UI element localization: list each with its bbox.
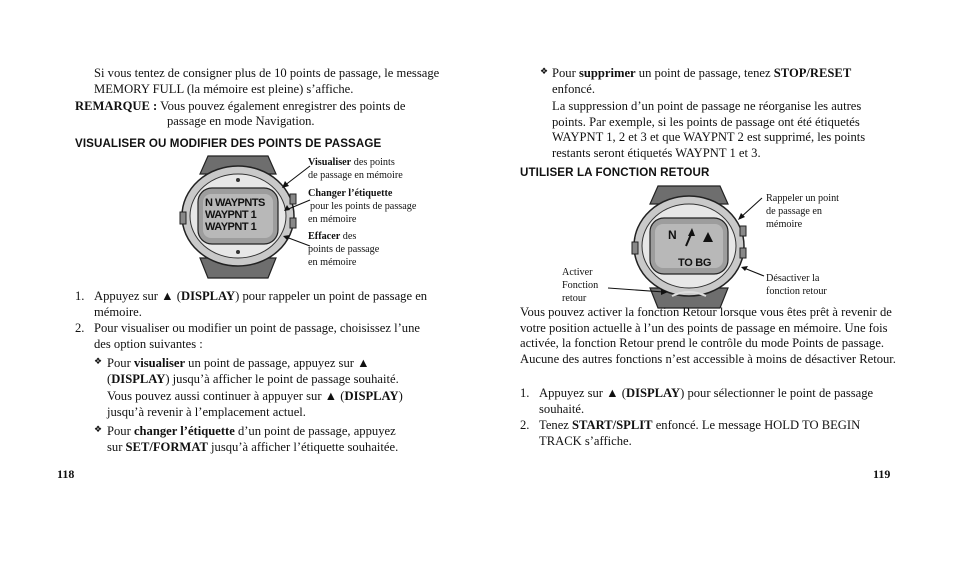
bullet-icon: ❖ bbox=[94, 356, 103, 366]
remarque-text-2: passage en mode Navigation. bbox=[167, 114, 315, 128]
watch-display-line-1: N WAYPNTS bbox=[205, 197, 265, 209]
callout-activer-line: Fonction bbox=[562, 280, 599, 291]
callout-rappeler-line: Rappeler un point bbox=[766, 193, 839, 204]
list-item-1-bold: DISPLAY bbox=[625, 386, 681, 400]
remarque-note bbox=[75, 99, 455, 115]
callout-effacer-rest-3: en mémoire bbox=[308, 257, 357, 268]
list-number-1: 1. bbox=[75, 289, 85, 303]
callout-rappeler bbox=[766, 192, 839, 231]
callout-changer-rest-2: en mémoire bbox=[308, 214, 357, 225]
bullet-visualiser bbox=[107, 356, 447, 387]
suppression-paragraph: La suppression d’un point de passage ne réorganise les autres points. Par exemple, si les points de passage ont été étiquetés WAYPNT 1, 2 et 3 et que WAYPNT 2 est supprimé, les points restants seront étiquetés WAYPNT 1 et 3. bbox=[552, 99, 866, 160]
callout-activer-line: Activer bbox=[562, 267, 593, 278]
remarque-label: REMARQUE : bbox=[75, 99, 158, 113]
list-item-1-b: ) pour sélectionner le point de passage souhaité. bbox=[539, 386, 874, 416]
bullet-changer bbox=[107, 424, 452, 455]
retour-paragraph: Vous pouvez activer la fonction Retour lorsque vous êtes prêt à revenir de votre position actuelle à l’un des points de passage en mémoire. Une fois activée, la fonction Retour prend le contrôle du mode Points de passage. Aucune des autres fonctions n’est accessible à moins de désactiver Retour. bbox=[520, 305, 896, 366]
bullet-changer-c: sur bbox=[107, 439, 126, 454]
continue-b: ) bbox=[398, 389, 403, 403]
list-item-1-a: Appuyez sur ▲ ( bbox=[539, 386, 626, 400]
watch-display-waypoints bbox=[205, 197, 265, 233]
list-item-1-a: Appuyez sur ▲ ( bbox=[94, 289, 181, 303]
watch-display-to-bg: TO BG bbox=[678, 257, 712, 269]
callout-arrows-right bbox=[604, 196, 774, 306]
callout-effacer-bold: Effacer bbox=[308, 231, 341, 242]
bullet-changer-c-bold: SET/FORMAT bbox=[125, 439, 208, 454]
callout-visualiser-rest-1: des points bbox=[351, 157, 395, 168]
intro-paragraph: Si vous tentez de consigner plus de 10 points de passage, le message MEMORY FULL (la mémoire est pleine) s’affiche. bbox=[94, 66, 440, 96]
bullet-supprimer-b: un point de passage, tenez bbox=[635, 66, 774, 80]
page-number-left: 118 bbox=[57, 467, 75, 481]
callout-visualiser-bold: Visualiser bbox=[308, 157, 352, 168]
bullet-supprimer-a: Pour bbox=[552, 66, 579, 80]
bullet-visualiser-bold: visualiser bbox=[133, 356, 186, 370]
bullet-changer-d: jusqu’à afficher l’étiquette souhaitée. bbox=[207, 439, 399, 454]
callout-activer bbox=[562, 266, 598, 305]
callout-effacer-rest-1: des bbox=[340, 231, 357, 242]
continue-c: jusqu’à revenir à l’emplacement actuel. bbox=[107, 404, 306, 419]
list-item-1 bbox=[94, 289, 456, 320]
bullet-changer-a: Pour bbox=[107, 424, 134, 438]
list-item-1-b: ) pour rappeler un point de passage en mémoire. bbox=[94, 289, 428, 319]
list-number-1: 1. bbox=[520, 386, 530, 400]
section-heading-visualiser: VISUALISER OU MODIFIER DES POINTS DE PASSAGE bbox=[75, 137, 382, 150]
bullet-visualiser-c-post: ) jusqu’à afficher le point de passage souhaité. bbox=[165, 371, 399, 386]
callout-changer-rest-1: pour les points de passage bbox=[310, 201, 417, 212]
bullet-supprimer-bold2: STOP/RESET bbox=[773, 66, 852, 80]
bullet-icon: ❖ bbox=[540, 66, 549, 76]
bullet-visualiser-c-bold: DISPLAY bbox=[111, 371, 166, 386]
callout-visualiser-rest-2: de passage en mémoire bbox=[308, 170, 403, 181]
bullet-icon: ❖ bbox=[94, 424, 103, 434]
continue-a: Vous pouvez aussi continuer à appuyer sur ▲ ( bbox=[107, 389, 345, 403]
callout-changer-bold: Changer l’étiquette bbox=[308, 188, 393, 199]
list-item-2 bbox=[539, 418, 899, 449]
bullet-supprimer-bold: supprimer bbox=[578, 66, 636, 80]
list-number-2: 2. bbox=[520, 418, 530, 432]
list-item-2-b: enfoncé. Le message HOLD TO BEGIN TRACK s’affiche. bbox=[539, 418, 861, 448]
watch-display-n: N bbox=[668, 228, 677, 242]
callout-effacer bbox=[308, 230, 379, 269]
callout-activer-line: retour bbox=[562, 293, 587, 304]
callout-desactiver bbox=[766, 272, 827, 298]
bullet-supprimer-c: enfoncé. bbox=[552, 81, 596, 96]
watch-display-line-2: WAYPNT 1 bbox=[205, 209, 257, 221]
bullet-visualiser-c-pre: ( bbox=[107, 371, 112, 386]
list-number-2: 2. bbox=[75, 321, 85, 335]
bullet-changer-b: d’un point de passage, appuyez bbox=[234, 424, 396, 438]
callout-effacer-rest-2: points de passage bbox=[308, 244, 380, 255]
continue-bold: DISPLAY bbox=[344, 389, 399, 403]
watch-display-line-3: WAYPNT 1 bbox=[205, 221, 257, 233]
list-item-1-bold: DISPLAY bbox=[180, 289, 236, 303]
section-heading-retour: UTILISER LA FONCTION RETOUR bbox=[520, 166, 710, 179]
list-item-1 bbox=[539, 386, 879, 417]
list-item-2-a: Tenez bbox=[539, 418, 573, 432]
remarque-text-1: Vous pouvez également enregistrer des points de bbox=[160, 99, 406, 113]
bullet-changer-bold: changer l’étiquette bbox=[133, 424, 235, 438]
bullet-visualiser-a: Pour bbox=[107, 356, 134, 370]
callout-rappeler-line: de passage en bbox=[766, 206, 823, 217]
list-item-2: Pour visualiser ou modifier un point de passage, choisissez l’une des option suivantes : bbox=[94, 321, 420, 351]
continue-paragraph bbox=[107, 389, 452, 420]
bullet-visualiser-b: un point de passage, appuyez sur ▲ bbox=[185, 356, 370, 370]
callout-visualiser bbox=[308, 156, 403, 182]
callout-desactiver-line: Désactiver la bbox=[766, 273, 820, 284]
callout-changer bbox=[308, 187, 416, 226]
page-number-right: 119 bbox=[873, 467, 891, 481]
bullet-supprimer bbox=[552, 66, 897, 97]
list-item-2-bold: START/SPLIT bbox=[572, 418, 653, 432]
callout-rappeler-line: mémoire bbox=[766, 219, 803, 230]
callout-desactiver-line: fonction retour bbox=[766, 286, 827, 297]
